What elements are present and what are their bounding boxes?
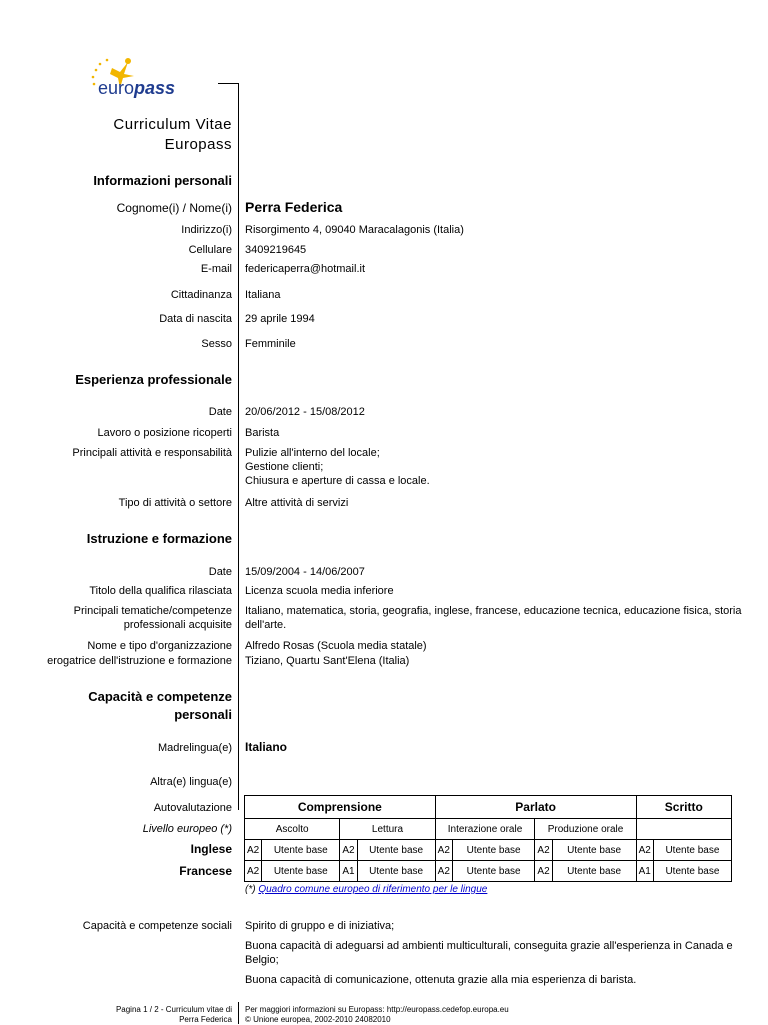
level-desc: Utente base xyxy=(552,861,636,882)
footer-right xyxy=(245,1005,509,1025)
language-table xyxy=(244,795,732,882)
mother-tongue-label: Madrelingua(e) xyxy=(158,742,232,754)
level-desc: Utente base xyxy=(653,861,731,882)
footer-page-info: Pagina 1 / 2 - Curriculum vitae di xyxy=(115,1005,232,1014)
mother-tongue-value: Italiano xyxy=(245,740,288,754)
social-skill-item: Belgio; xyxy=(245,954,279,966)
group-scritto: Scritto xyxy=(636,796,731,819)
citizenship-value: Italiana xyxy=(245,289,281,301)
level-code: A2 xyxy=(245,861,262,882)
birth-label: Data di nascita xyxy=(159,313,232,325)
level-code: A2 xyxy=(245,840,262,861)
org-value: Alfredo Rosas (Scuola media statale) xyxy=(245,640,427,652)
qualification-value: Licenza scuola media inferiore xyxy=(245,585,394,597)
exp-date-label: Date xyxy=(208,406,232,418)
social-skill-item: Buona capacità di adeguarsi ad ambienti multiculturali, conseguita grazie all'esperienza in Canada e xyxy=(245,940,733,952)
cv-title xyxy=(113,115,232,155)
footer-left xyxy=(116,1005,232,1025)
lang-english-label: Inglese xyxy=(190,842,232,856)
sector-label: Tipo di attività o settore xyxy=(118,497,232,509)
sub-lettura: Lettura xyxy=(340,819,435,840)
level-code: A2 xyxy=(535,840,552,861)
level-desc: Utente base xyxy=(452,861,535,882)
cefr-note-prefix: (*) xyxy=(245,884,256,895)
section-experience-heading: Esperienza professionale xyxy=(75,372,232,387)
address-label: Indirizzo(i) xyxy=(181,224,232,236)
logo-text-pass: pass xyxy=(134,78,176,98)
subjects-value-2: dell'arte. xyxy=(245,619,287,631)
european-level-label: Livello europeo (*) xyxy=(142,823,232,835)
level-desc: Utente base xyxy=(552,840,636,861)
table-row xyxy=(245,840,732,861)
header-tick xyxy=(218,83,238,84)
sex-label: Sesso xyxy=(201,338,232,350)
footer-name: Perra Federica xyxy=(179,1015,232,1024)
level-code: A2 xyxy=(340,840,357,861)
exp-date-value: 20/06/2012 - 15/08/2012 xyxy=(245,406,365,418)
section-skills-heading: Capacità e competenze xyxy=(88,689,232,704)
logo-text-euro: euro xyxy=(98,78,135,98)
level-desc: Utente base xyxy=(653,840,731,861)
sub-interazione: Interazione orale xyxy=(435,819,535,840)
activities-label: Principali attività e responsabilità xyxy=(72,447,232,459)
email-value: federicaperra@hotmail.it xyxy=(245,263,365,275)
section-skills-heading-2: personali xyxy=(174,707,232,722)
level-code: A2 xyxy=(435,861,452,882)
level-desc: Utente base xyxy=(262,861,340,882)
edu-date-label: Date xyxy=(208,566,232,578)
group-comprensione: Comprensione xyxy=(245,796,436,819)
sex-value: Femminile xyxy=(245,338,296,350)
name-label: Cognome(i) / Nome(i) xyxy=(116,201,232,215)
sub-scritto xyxy=(636,819,731,840)
subjects-value: Italiano, matematica, storia, geografia, inglese, francese, educazione tecnica, educazione fisica, storia xyxy=(245,605,742,617)
address-value: Risorgimento 4, 09040 Maracalagonis (Italia) xyxy=(245,224,464,236)
mobile-label: Cellulare xyxy=(188,244,232,256)
org-label: Nome e tipo d'organizzazione xyxy=(87,640,232,652)
sub-ascolto: Ascolto xyxy=(245,819,340,840)
org-label-2: erogatrice dell'istruzione e formazione xyxy=(47,655,232,667)
social-skills-label: Capacità e competenze sociali xyxy=(82,920,232,932)
sector-value: Altre attività di servizi xyxy=(245,497,349,509)
citizenship-label: Cittadinanza xyxy=(170,289,232,301)
cv-title-line2: Europass xyxy=(164,136,232,153)
europass-logo xyxy=(86,56,196,106)
activity-item: Gestione clienti; xyxy=(245,461,324,473)
footer-copyright: © Unione europea, 2002-2010 24082010 xyxy=(245,1015,391,1024)
org-value-2: Tiziano, Quartu Sant'Elena (Italia) xyxy=(245,655,410,667)
column-divider xyxy=(238,83,239,810)
activity-item: Pulizie all'interno del locale; xyxy=(245,447,380,459)
self-assessment-label: Autovalutazione xyxy=(153,802,232,814)
lang-french-label: Francese xyxy=(179,864,232,878)
level-code: A2 xyxy=(636,840,653,861)
cefr-link[interactable]: Quadro comune europeo di riferimento per le lingue xyxy=(258,884,488,895)
social-skill-item: Buona capacità di comunicazione, ottenuta grazie alla mia esperienza di barista. xyxy=(245,974,637,986)
other-languages-label: Altra(e) lingua(e) xyxy=(150,776,232,788)
section-education-heading: Istruzione e formazione xyxy=(86,531,232,546)
job-label: Lavoro o posizione ricoperti xyxy=(97,427,232,439)
birth-value: 29 aprile 1994 xyxy=(245,313,315,325)
qualification-label: Titolo della qualifica rilasciata xyxy=(89,585,232,597)
cv-title-line1: Curriculum Vitae xyxy=(113,116,232,133)
level-desc: Utente base xyxy=(357,840,435,861)
group-parlato: Parlato xyxy=(435,796,636,819)
name-value: Perra Federica xyxy=(245,199,343,215)
level-desc: Utente base xyxy=(262,840,340,861)
job-value: Barista xyxy=(245,427,280,439)
level-desc: Utente base xyxy=(357,861,435,882)
footer-divider xyxy=(238,1002,239,1024)
subjects-label-2: professionali acquisite xyxy=(123,619,232,631)
activity-item: Chiusura e aperture di cassa e locale. xyxy=(245,475,430,487)
cefr-note xyxy=(245,883,487,896)
level-code: A2 xyxy=(435,840,452,861)
level-code: A1 xyxy=(340,861,357,882)
edu-date-value: 15/09/2004 - 14/06/2007 xyxy=(245,566,365,578)
subjects-label: Principali tematiche/competenze xyxy=(73,605,232,617)
sub-produzione: Produzione orale xyxy=(535,819,636,840)
footer-europass-info: Per maggiori informazioni su Europass: http://europass.cedefop.europa.eu xyxy=(245,1005,509,1014)
level-desc: Utente base xyxy=(452,840,535,861)
email-label: E-mail xyxy=(200,263,232,275)
table-row xyxy=(245,861,732,882)
level-code: A1 xyxy=(636,861,653,882)
section-personal-heading: Informazioni personali xyxy=(93,173,232,188)
level-code: A2 xyxy=(535,861,552,882)
mobile-value: 3409219645 xyxy=(245,244,307,256)
social-skill-item: Spirito di gruppo e di iniziativa; xyxy=(245,920,395,932)
